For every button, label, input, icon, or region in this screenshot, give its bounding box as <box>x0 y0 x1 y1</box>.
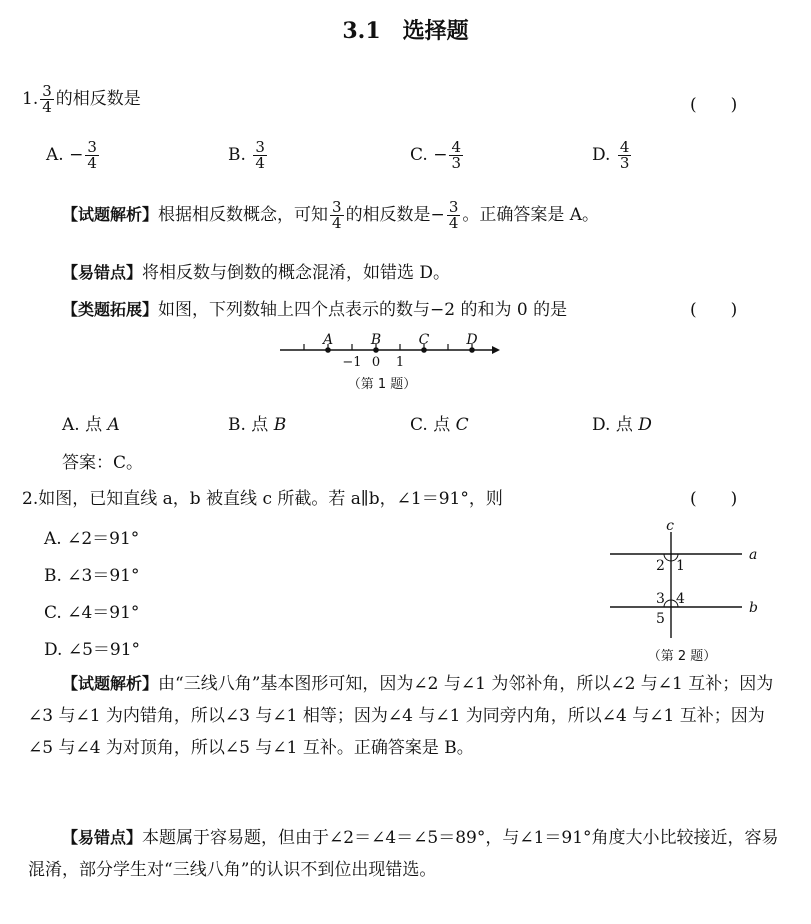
label-a: a <box>749 547 758 563</box>
tick-label-0: 0 <box>371 355 381 370</box>
q1-option-c: C. − $\frac{4}{3}$ <box>410 138 462 172</box>
question-2-stem: 2.如图，已知直线 a，b 被直线 c 所截。若 a∥b，∠1＝91°，则 <box>22 489 503 509</box>
angle-3-label: 3 <box>656 591 665 607</box>
extension-bracket: ( ) <box>690 300 738 320</box>
number-line-figure <box>270 330 510 396</box>
point-label-c: C <box>418 332 430 348</box>
tick-label-neg1: −1 <box>342 355 362 370</box>
point-label-d: D <box>466 332 478 348</box>
tick-label-1: 1 <box>395 355 405 370</box>
q2-analysis: 【试题解析】由“三线八角”基本图形可知，因为∠2 与∠1 为邻补角，所以∠2 与∠1 互补；因为∠3 与∠1 为内错角，所以∠3 与∠1 相等；因为∠4 与∠1 为同旁内角，所以∠4 与∠1 互补；因为∠5 与∠4 为对顶角，所以∠5 与∠1 互补。正确答案是 B。 <box>28 674 774 758</box>
q1-extension: 【类题拓展】如图，下列数轴上四个点表示的数与−2 的和为 0 的是 <box>62 300 568 320</box>
point-label-a: A <box>322 332 334 348</box>
point-a <box>325 347 331 353</box>
angle-5-label: 5 <box>656 611 665 627</box>
q1-option-a: A. − $\frac{3}{4}$ <box>46 138 97 172</box>
angle-4-label: 4 <box>676 591 685 607</box>
figure-caption: （第 1 题） <box>347 377 417 392</box>
label-b: b <box>749 600 758 616</box>
q1-option-d: D. $\frac{4}{3}$ <box>592 138 630 172</box>
point-c <box>421 347 427 353</box>
question-number: 2. <box>22 489 39 509</box>
angle-1-label: 1 <box>676 558 685 574</box>
ext-option-d: D. 点 D <box>592 415 652 435</box>
label-c: c <box>666 518 674 534</box>
question-1-stem: 1. $\frac{3}{4}$ 的相反数是 <box>22 82 141 116</box>
point-b <box>373 347 379 353</box>
parallel-lines-figure <box>600 514 772 674</box>
ext-option-b: B. 点 B <box>228 415 287 435</box>
q1-option-b: B. $\frac{3}{4}$ <box>228 138 265 172</box>
page-title: 3.1 选择题 <box>342 18 469 44</box>
q1-analysis: 【试题解析】根据相反数概念，可知 $\frac{3}{4}$ 的相反数是− $\frac{3}{4}$ 。正确答案是 A。 <box>62 198 600 232</box>
q2-option-d: D. ∠5＝91° <box>44 640 141 660</box>
answer-bracket: ( ) <box>690 95 738 115</box>
ext-answer: 答案：C。 <box>62 453 144 473</box>
question-number: 1. <box>22 89 39 109</box>
angle-2-label: 2 <box>656 558 665 574</box>
q2-option-c: C. ∠4＝91° <box>44 603 140 623</box>
q2-option-b: B. ∠3＝91° <box>44 566 140 586</box>
point-label-b: B <box>370 332 382 348</box>
answer-bracket: ( ) <box>690 489 738 509</box>
point-d <box>469 347 475 353</box>
arrow-icon <box>492 346 500 354</box>
ext-option-a: A. 点 A <box>62 415 120 435</box>
ext-option-c: C. 点 C <box>410 415 469 435</box>
q2-option-a: A. ∠2＝91° <box>44 529 140 549</box>
figure-caption: （第 2 题） <box>647 649 717 664</box>
fraction: $\frac{3}{4}$ <box>42 82 52 116</box>
q1-error-point: 【易错点】将相反数与倒数的概念混淆，如错选 D。 <box>62 263 451 283</box>
q2-error-point: 【易错点】本题属于容易题，但由于∠2＝∠4＝∠5＝89°，与∠1＝91°角度大小比较接近，容易混淆，部分学生对“三线八角”的认识不到位出现错选。 <box>28 828 779 880</box>
